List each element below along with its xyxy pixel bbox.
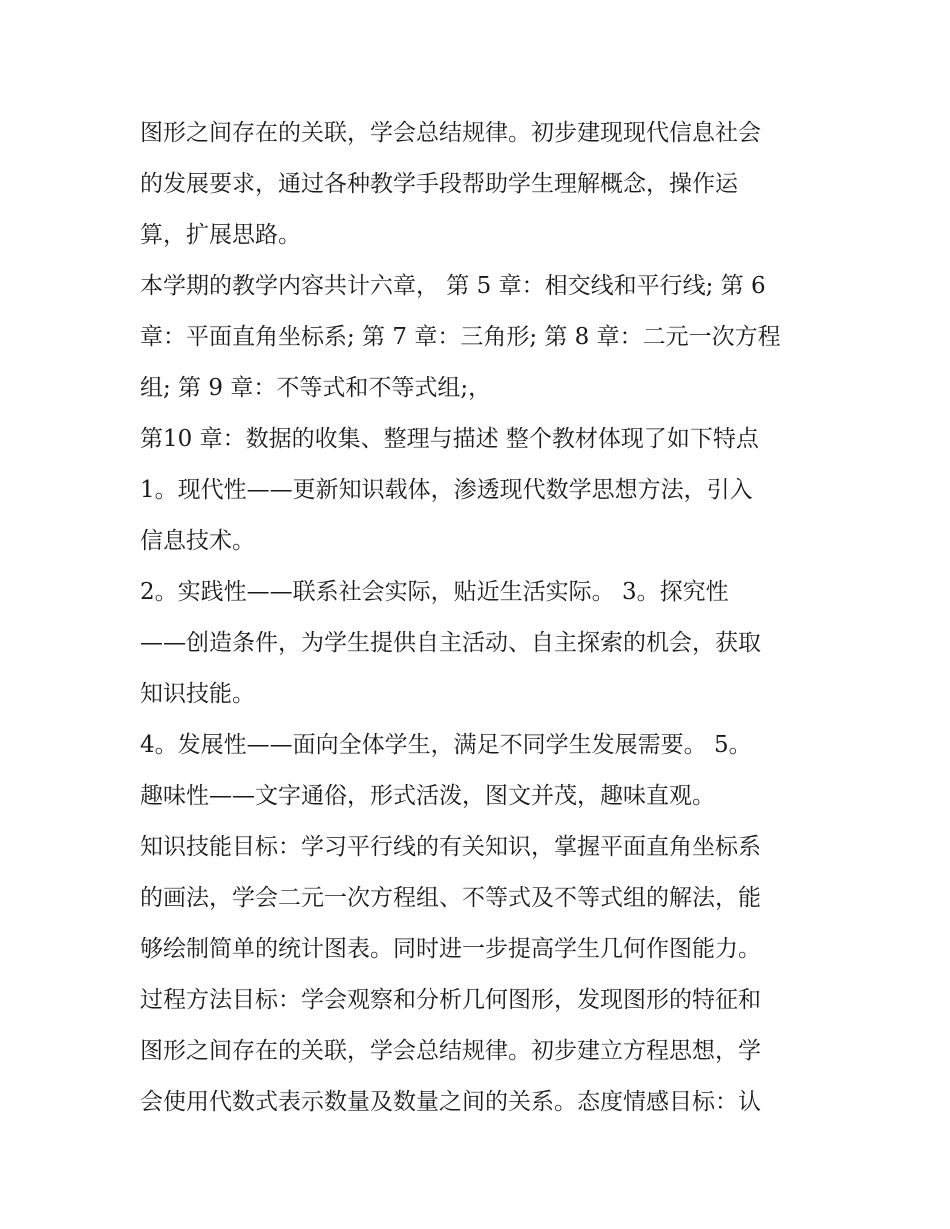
- text-line: 知识技能。: [140, 681, 255, 707]
- text-line: 算，扩展思路。: [140, 222, 301, 248]
- text-line: 过程方法目标：学会观察和分析几何图形，发现图形的特征和: [140, 987, 761, 1013]
- text-line: 第10 章：数据的收集、整理与描述 整个教材体现了如下特点: [140, 426, 759, 452]
- text-line: ——创造条件，为学生提供自主活动、自主探索的机会，获取: [140, 630, 761, 656]
- text-line: 章：平面直角坐标系; 第 7 章：三角形; 第 8 章：二元一次方程: [140, 324, 781, 350]
- text-line: 的画法，学会二元一次方程组、不等式及不等式组的解法，能: [140, 885, 761, 911]
- text-line: 1。现代性——更新知识载体，渗透现代数学思想方法，引入: [140, 477, 753, 503]
- text-line: 知识技能目标：学习平行线的有关知识，掌握平面直角坐标系: [140, 834, 761, 860]
- text-line: 本学期的教学内容共计六章， 第 5 章：相交线和平行线; 第 6: [140, 273, 766, 299]
- text-line: 够绘制简单的统计图表。同时进一步提高学生几何作图能力。: [140, 936, 761, 962]
- text-line: 图形之间存在的关联，学会总结规律。初步建立方程思想，学: [140, 1038, 761, 1064]
- text-line: 的发展要求，通过各种教学手段帮助学生理解概念，操作运: [140, 171, 738, 197]
- text-line: 会使用代数式表示数量及数量之间的关系。态度情感目标：认: [140, 1089, 761, 1115]
- text-line: 2。实践性——联系社会实际，贴近生活实际。 3。探究性: [140, 579, 729, 605]
- text-line: 4。发展性——面向全体学生，满足不同学生发展需要。 5。: [140, 732, 752, 758]
- text-line: 组; 第 9 章：不等式和不等式组;，: [140, 375, 492, 401]
- text-line: 图形之间存在的关联，学会总结规律。初步建现现代信息社会: [140, 120, 761, 146]
- text-line: 趣味性——文字通俗，形式活泼，图文并茂，趣味直观。: [140, 783, 715, 809]
- document-body: [140, 108, 820, 1128]
- text-line: 信息技术。: [140, 528, 255, 554]
